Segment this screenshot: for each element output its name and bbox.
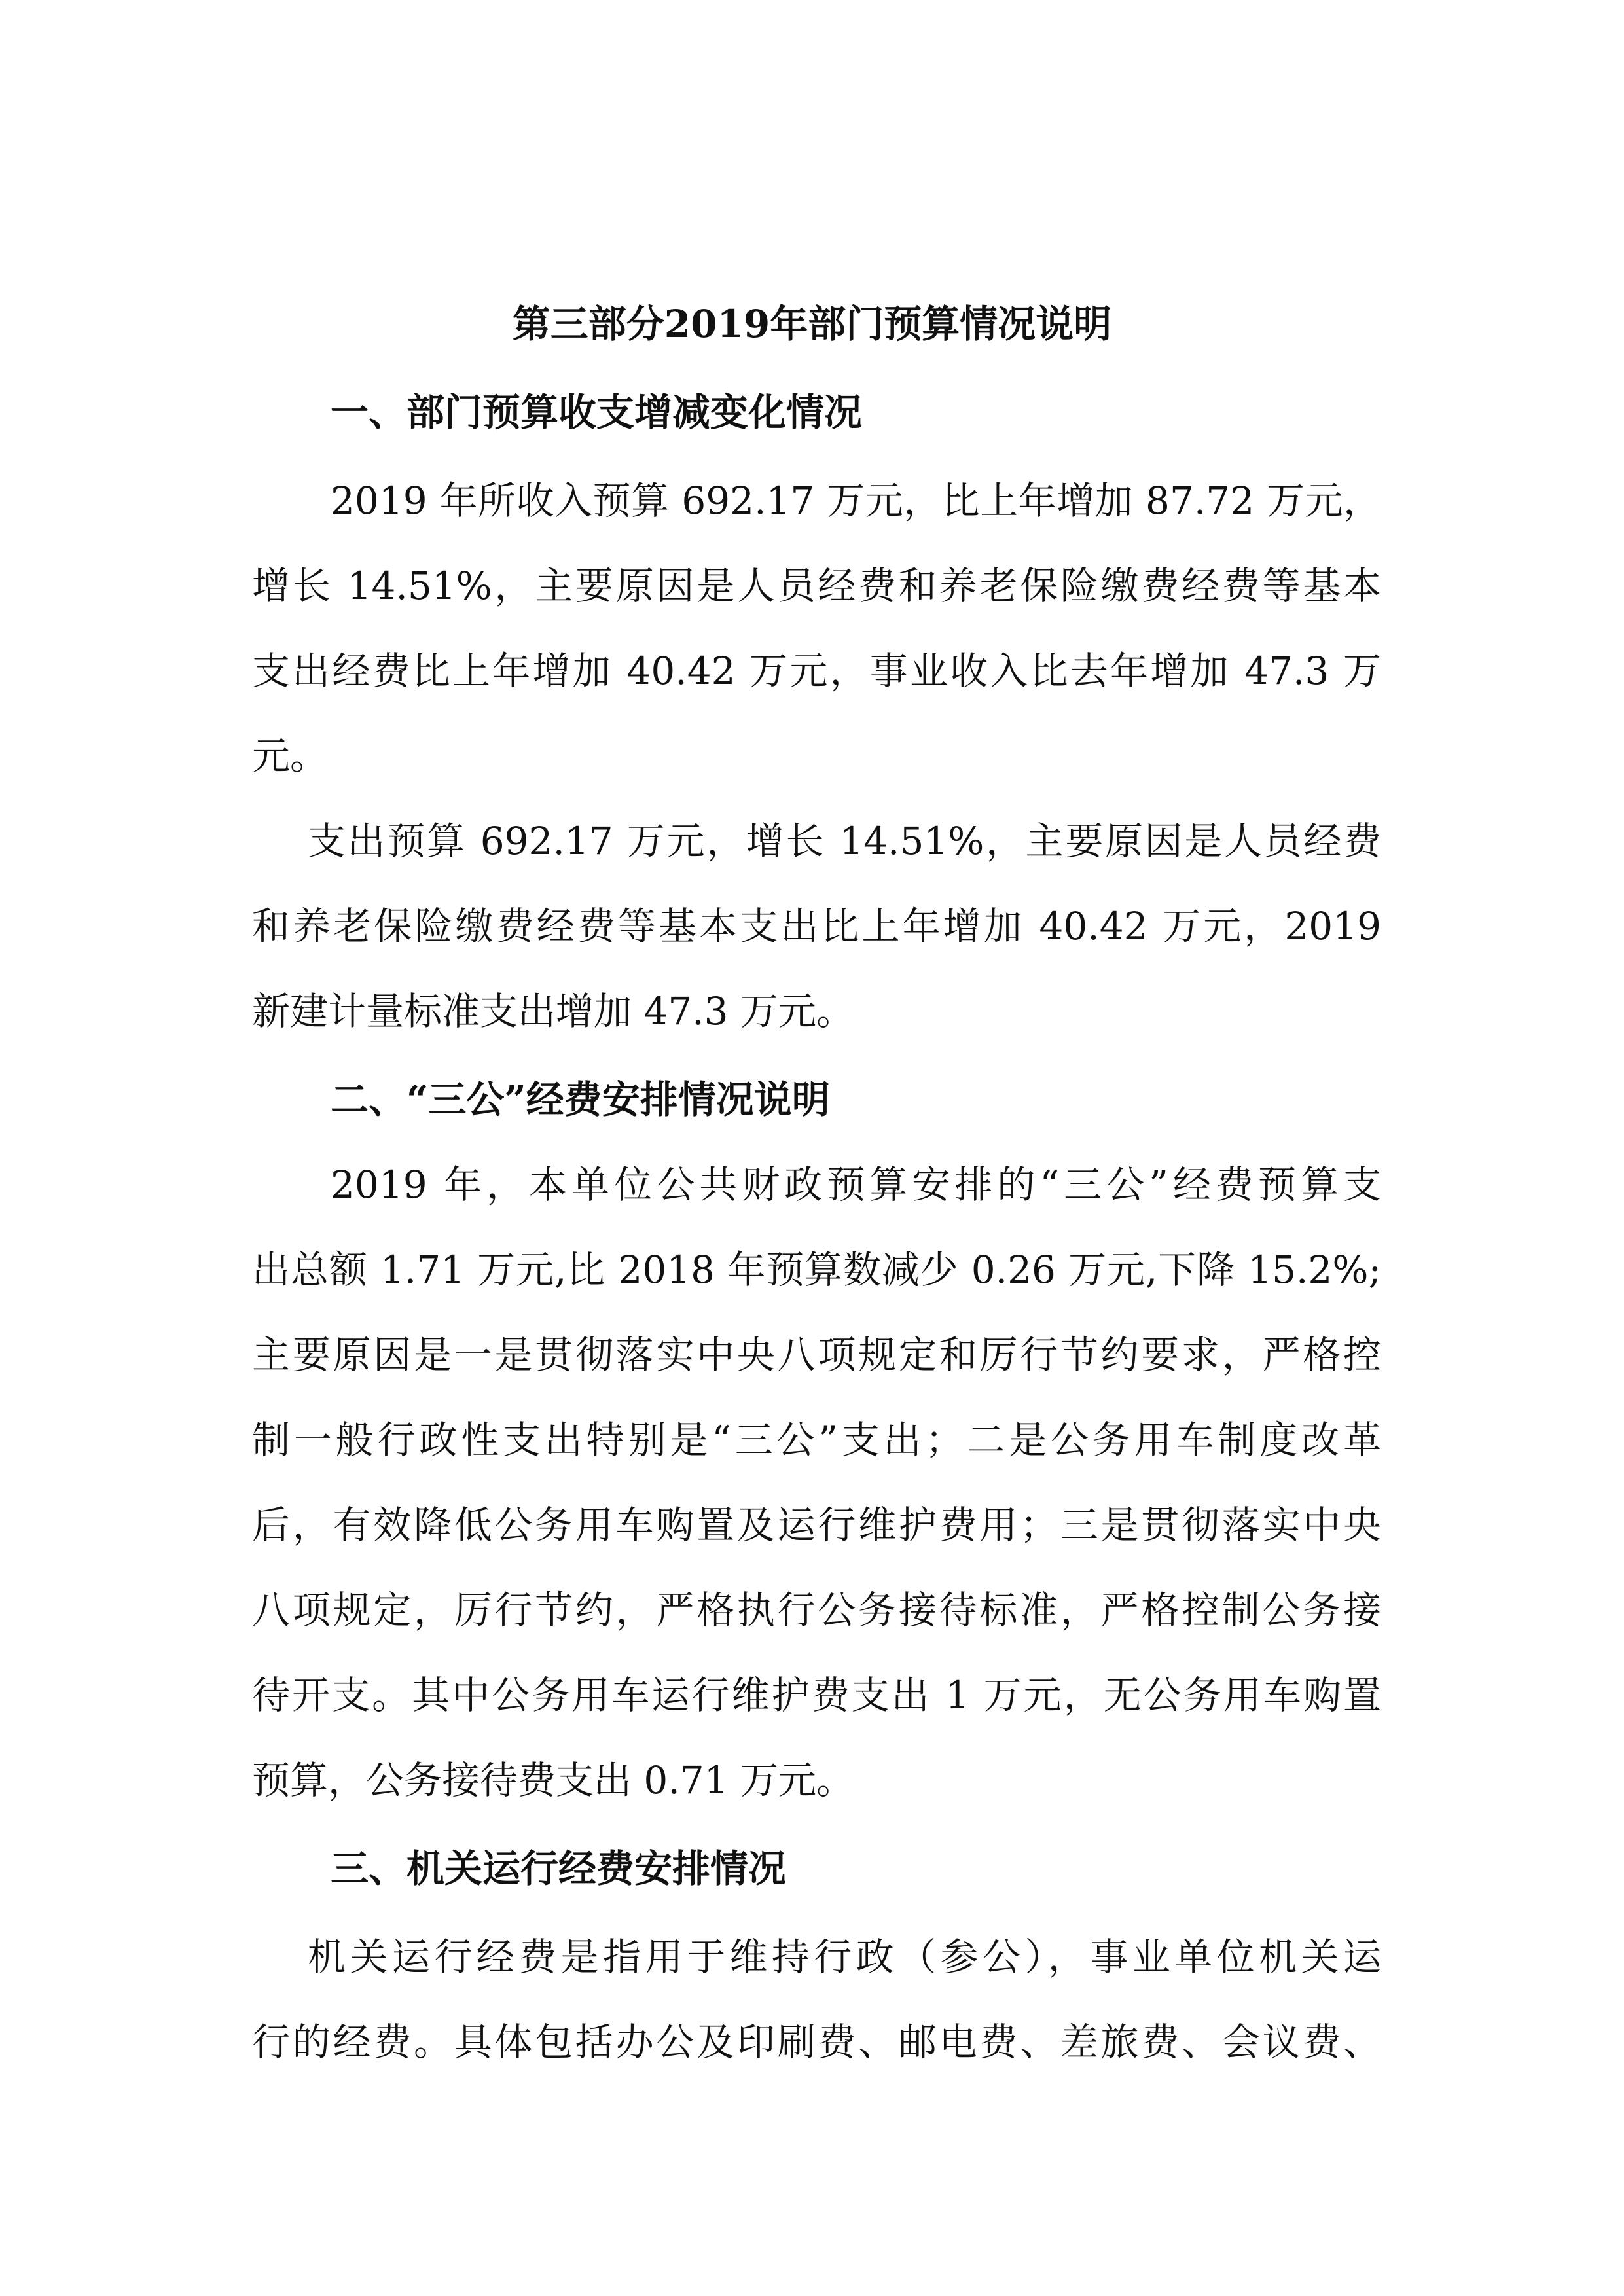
paragraph-line: 支出经费比上年增加 40.42 万元，事业收入比去年增加 47.3 万 (252, 649, 1381, 693)
paragraph-line: 元。 (252, 734, 329, 778)
paragraph-line: 支出预算 692.17 万元，增长 14.51%，主要原因是人员经费 (308, 819, 1381, 863)
paragraph-line: 和养老保险缴费经费等基本支出比上年增加 40.42 万元，2019 (252, 904, 1381, 948)
paragraph-line: 行的经费。具体包括办公及印刷费、邮电费、差旅费、会议费、 (252, 2020, 1381, 2064)
paragraph-line: 新建计量标准支出增加 47.3 万元。 (252, 989, 855, 1033)
paragraph-line: 待开支。其中公务用车运行维护费支出 1 万元，无公务用车购置 (252, 1673, 1381, 1717)
paragraph-line: 2019 年所收入预算 692.17 万元，比上年增加 87.72 万元， (331, 478, 1381, 523)
paragraph-line: 主要原因是一是贯彻落实中央八项规定和厉行节约要求，严格控 (252, 1333, 1381, 1377)
paragraph-line: 预算，公务接待费支出 0.71 万元。 (252, 1758, 855, 1803)
section-heading-operating-expenses: 三、机关运行经费安排情况 (331, 1846, 787, 1891)
paragraph-line: 后，有效降低公务用车购置及运行维护费用；三是贯彻落实中央 (252, 1503, 1381, 1547)
section-heading-budget-changes: 一、部门预算收支增减变化情况 (331, 390, 863, 435)
paragraph-line: 八项规定，厉行节约，严格执行公务接待标准，严格控制公务接 (252, 1588, 1381, 1632)
paragraph-line: 出总额 1.71 万元,比 2018 年预算数减少 0.26 万元,下降 15.2%; (252, 1247, 1381, 1292)
document-title: 第三部分2019年部门预算情况说明 (512, 302, 1112, 346)
paragraph-line: 2019 年，本单位公共财政预算安排的“三公”经费预算支 (331, 1162, 1381, 1207)
paragraph-line: 增长 14.51%，主要原因是人员经费和养老保险缴费经费等基本 (252, 564, 1381, 608)
paragraph-line: 制一般行政性支出特别是“三公”支出；二是公务用车制度改革 (252, 1418, 1381, 1462)
section-heading-three-public-expenses: 二、“三公”经费安排情况说明 (331, 1077, 830, 1122)
paragraph-line: 机关运行经费是指用于维持行政（参公），事业单位机关运 (308, 1935, 1381, 1979)
